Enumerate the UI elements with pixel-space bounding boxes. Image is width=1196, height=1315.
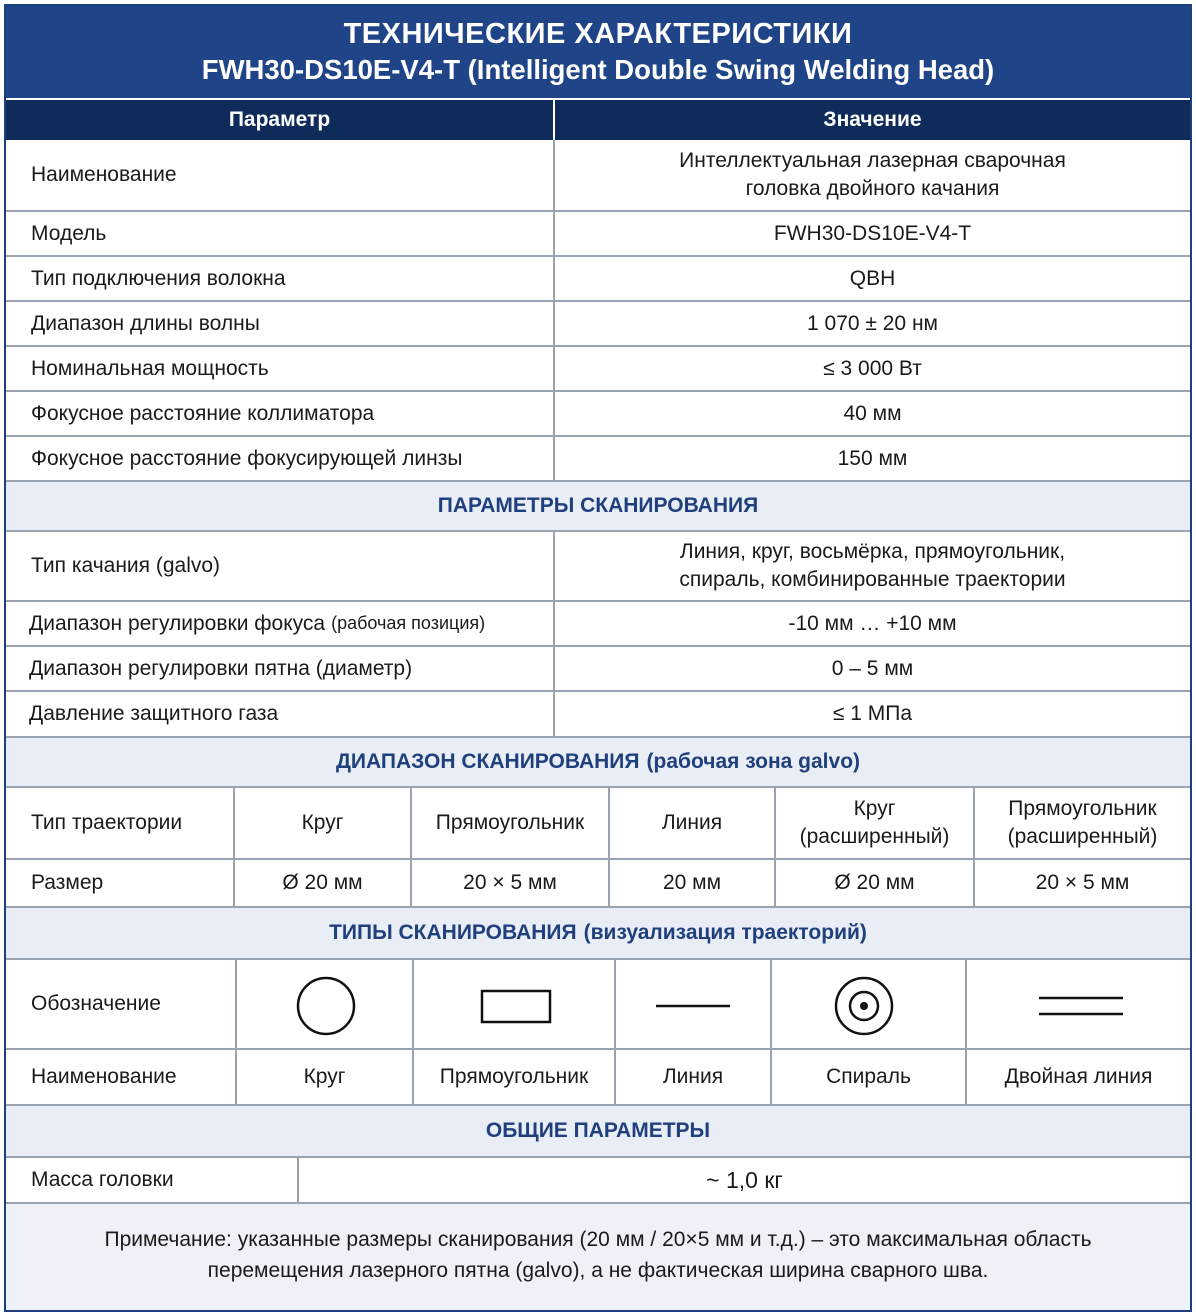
type-line: Линия [661, 811, 723, 834]
table-row-param: Тип подключения волокна [31, 266, 286, 290]
column-header-value: Значение [555, 100, 1190, 140]
column-header-param: Параметр [6, 100, 553, 140]
scan-type-name: Линия [662, 1065, 724, 1088]
table-row-value: ≤ 3 000 Вт [823, 356, 922, 380]
section-header-scan-params [6, 482, 1190, 530]
table-row-param: Тип качания (galvo) [31, 554, 221, 577]
table-row-param: Масса головки [31, 1168, 174, 1191]
table-row-value: QBH [849, 266, 896, 290]
value-line: спираль, комбинированные траектории [679, 568, 1066, 591]
row-label-size: Размер [31, 871, 104, 894]
line-icon [616, 960, 770, 1048]
double-line-icon [967, 960, 1190, 1048]
table-row-param: Диапазон регулировки пятна (диаметр) [29, 656, 413, 680]
footnote [6, 1204, 1190, 1310]
footnote-line: Примечание: указанные размеры сканирования (20 мм / 20×5 мм и т.д.) – это максимальная область [104, 1228, 1092, 1251]
table-row-param: Модель [31, 221, 107, 245]
scan-params-table [6, 530, 1190, 738]
page-subtitle: FWH30-DS10E-V4-T (Intelligent Double Swing Welding Head) [201, 54, 995, 85]
scan-type-name: Круг [303, 1065, 346, 1088]
row-label-symbol: Обозначение [31, 992, 161, 1015]
type-line: Прямоугольник [1008, 797, 1157, 820]
type-line: Круг [301, 811, 344, 834]
type-line: (расширенный) [799, 825, 950, 848]
table-row-param: Фокусное расстояние фокусирующей линзы [31, 446, 463, 470]
section-header-scan-range [6, 738, 1190, 786]
circle-icon [237, 960, 412, 1048]
trajectory-type [412, 788, 608, 858]
table-row-value: FWH30-DS10E-V4-T [773, 221, 972, 245]
type-line: (расширенный) [1007, 825, 1158, 848]
trajectory-size: Ø 20 мм [834, 871, 915, 894]
section-title: ОБЩИЕ ПАРАМЕТРЫ [485, 1119, 711, 1142]
trajectory-type [975, 788, 1190, 858]
table-row-value: ≤ 1 МПа [832, 702, 913, 725]
row-label-name: Наименование [31, 1065, 177, 1088]
table-row-value: 1 070 ± 20 нм [807, 311, 938, 335]
trajectory-size: 20 × 5 мм [1035, 871, 1130, 894]
table-row-param [6, 602, 553, 645]
scan-type-name: Прямоугольник [439, 1065, 589, 1088]
scan-types-table [6, 958, 1190, 1106]
spec-sheet [4, 4, 1192, 1312]
page-title: ТЕХНИЧЕСКИЕ ХАРАКТЕРИСТИКИ [343, 18, 853, 50]
scan-range-table [6, 786, 1190, 908]
table-row-param: Диапазон длины волны [31, 311, 260, 335]
type-line: Круг [853, 797, 896, 820]
section-title: ТИПЫ СКАНИРОВАНИЯ [329, 921, 577, 944]
section-title-note: (визуализация траекторий) [583, 921, 867, 944]
section-title-note: (рабочая зона galvo) [646, 750, 861, 773]
type-line: Прямоугольник [435, 811, 585, 834]
table-row-value: 150 мм [837, 446, 908, 470]
value-line: Линия, круг, восьмёрка, прямоугольник, [679, 540, 1066, 563]
param-label: Диапазон регулировки фокуса [29, 611, 326, 635]
trajectory-size: 20 мм [662, 871, 722, 894]
trajectory-size: Ø 20 мм [282, 871, 363, 894]
spiral-icon [772, 960, 965, 1048]
table-row-value: -10 мм … +10 мм [788, 611, 957, 635]
table-row-value [555, 532, 1190, 600]
table-row-value [555, 140, 1190, 210]
section-title: ДИАПАЗОН СКАНИРОВАНИЯ [335, 750, 640, 773]
param-note: (рабочая позиция) [331, 613, 486, 633]
title-bar [6, 6, 1190, 98]
table-row-param: Давление защитного газа [29, 702, 279, 725]
table-row-value: 40 мм [843, 401, 902, 425]
table-row-value: 0 – 5 мм [831, 656, 914, 680]
row-label-type: Тип траектории [31, 811, 183, 834]
section-title: ПАРАМЕТРЫ СКАНИРОВАНИЯ [437, 494, 759, 517]
trajectory-type [235, 788, 410, 858]
section-header-general [6, 1106, 1190, 1156]
trajectory-type [610, 788, 774, 858]
general-table [6, 1156, 1190, 1204]
trajectory-size: 20 × 5 мм [463, 871, 557, 894]
value-line: головка двойного качания [745, 177, 1000, 200]
section-header-scan-types [6, 908, 1190, 958]
rectangle-icon [414, 960, 614, 1048]
value-line: Интеллектуальная лазерная сварочная [679, 149, 1066, 172]
trajectory-type [776, 788, 973, 858]
table-row-value: ~ 1,0 кг [706, 1166, 783, 1193]
footnote-line: перемещения лазерного пятна (galvo), а не фактическая ширина сварного шва. [207, 1259, 989, 1282]
main-table [6, 140, 1190, 480]
table-row-param: Наименование [31, 163, 177, 186]
table-row-param: Фокусное расстояние коллиматора [31, 401, 375, 425]
table-row-param: Номинальная мощность [31, 356, 269, 380]
scan-type-name: Спираль [826, 1065, 911, 1088]
scan-type-name: Двойная линия [1004, 1065, 1153, 1088]
